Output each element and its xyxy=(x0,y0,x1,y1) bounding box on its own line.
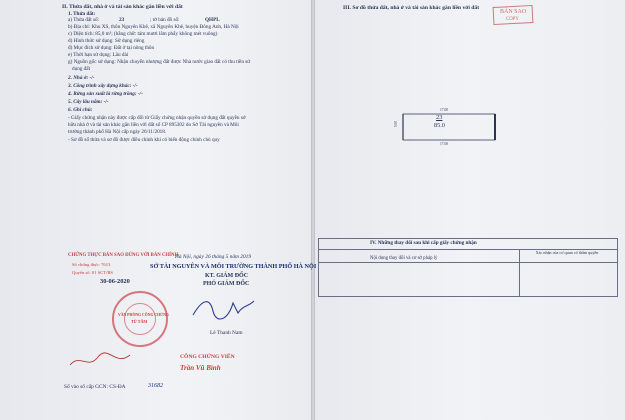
other-construction-heading: 3. Công trình xây dựng khác: -/- xyxy=(68,83,138,89)
note-line-3: trường thành phố Hà Nội cấp ngày 26/11/2018. xyxy=(68,129,167,135)
parcel-number-value: 23 xyxy=(119,17,125,23)
note-line-4: - Sơ đồ số thửa và sơ đồ được điều chỉnh khi có biến động chính chủ quy xyxy=(68,137,220,143)
certification-date: 30-06-2020 xyxy=(100,278,130,285)
seal-subtext: TỪ TÂM xyxy=(131,319,148,324)
table-header-changes: Nội dung thay đổi và cơ sở pháp lý xyxy=(370,256,438,261)
parcel-number-label: 23 xyxy=(436,114,443,121)
certification-book: Quyển số: 01 SCT/BS xyxy=(72,270,113,275)
for-director-label: KT. GIÁM ĐỐC xyxy=(205,273,249,279)
section-4-title: IV. Những thay đổi sau khi cấp giấy chứng nhận xyxy=(370,240,477,246)
parcel-number-label: a) Thửa đất số: xyxy=(68,17,100,23)
notes-heading: 6. Ghi chú: xyxy=(68,107,93,113)
use-form-line: d) Hình thức sử dụng: Sử dụng riêng xyxy=(68,38,145,44)
map-sheet-value: QHPL xyxy=(205,17,220,23)
map-sheet-label: ; tờ bản đồ số: xyxy=(150,17,180,23)
signer-name: Lê Thanh Nam xyxy=(210,330,243,336)
certification-number: Số chứng thực: 7613 xyxy=(72,262,111,267)
notary-name: Trần Vũ Bình xyxy=(180,364,221,372)
director-signature-icon xyxy=(188,293,258,323)
table-header-confirmation: Xác nhận của cơ quan có thẩm quyền xyxy=(535,250,599,255)
house-heading: 2. Nhà ở: -/- xyxy=(68,75,95,81)
use-purpose-line: đ) Mục đích sử dụng: Đất ở tại nông thôn xyxy=(68,45,155,51)
registration-label: Số vào sổ cấp GCN: CS-ĐA xyxy=(64,384,126,390)
notary-title: CÔNG CHỨNG VIÊN xyxy=(180,354,235,360)
copy-stamp-en: COPY xyxy=(506,17,519,22)
dimension-top: 17.00 xyxy=(440,108,449,112)
dimension-bottom: 17.00 xyxy=(440,142,449,146)
area-line: c) Diện tích: 85,0 m²; (bằng chữ: tám mươi lăm phẩy không mét vuông) xyxy=(68,31,218,37)
deputy-director-label: PHÓ GIÁM ĐỐC xyxy=(203,281,250,287)
forest-heading: 4. Rừng sản xuất là rừng trồng: -/- xyxy=(68,91,143,97)
section-2-title: II. Thửa đất, nhà ở và tài sản khác gắn liền với đất xyxy=(62,4,183,10)
parcel-map-diagram xyxy=(395,110,505,146)
notary-signature-icon xyxy=(60,345,140,375)
dimension-side: 5.00 xyxy=(394,120,399,128)
parcel-area-label: 85.0 xyxy=(434,122,445,129)
note-line-1: - Giấy chứng nhận này được cấp đổi từ Giấy chứng nhận quyền sử dụng đất quyền sở xyxy=(68,115,246,121)
copy-stamp-vn: BẢN SAO xyxy=(500,9,527,15)
seal-text: VĂN PHÒNG CÔNG CHỨNG xyxy=(118,313,169,317)
origin-line-2: dụng đất xyxy=(72,66,91,72)
use-term-line: e) Thời hạn sử dụng: Lâu dài xyxy=(68,52,129,58)
changes-table xyxy=(318,238,618,297)
right-page xyxy=(314,0,625,420)
section-3-title: III. Sơ đồ thửa đất, nhà ở và tài sản khác gắn liền với đất xyxy=(343,5,480,11)
address-line: b) Địa chỉ: Khu XS, thôn Nguyên Khê, xã Nguyên Khê, huyện Đông Anh, Hà Nội xyxy=(68,24,239,30)
origin-line: g) Nguồn gốc sử dụng: Nhận chuyển nhượng đất được Nhà nước giao đất có thu tiền sử xyxy=(68,59,251,65)
page-gutter xyxy=(311,0,315,420)
parcel-heading: 1. Thửa đất: xyxy=(68,11,96,17)
certified-copy-title: CHỨNG THỰC BẢN SAO ĐÚNG VỚI BẢN CHÍNH xyxy=(68,253,179,258)
issuing-authority: SỞ TÀI NGUYÊN VÀ MÔI TRƯỜNG THÀNH PHỐ HÀ NỘI xyxy=(150,263,317,270)
perennial-heading: 5. Cây lâu năm: -/- xyxy=(68,99,109,105)
note-line-2: hữu nhà ở và tài sản khác gắn liền với đất số CP 895302 do Sở Tài nguyên và Môi xyxy=(68,122,239,128)
place-date-line: Hà Nội, ngày 26 tháng 5 năm 2019 xyxy=(175,254,252,260)
registration-value: 31682 xyxy=(148,383,163,389)
